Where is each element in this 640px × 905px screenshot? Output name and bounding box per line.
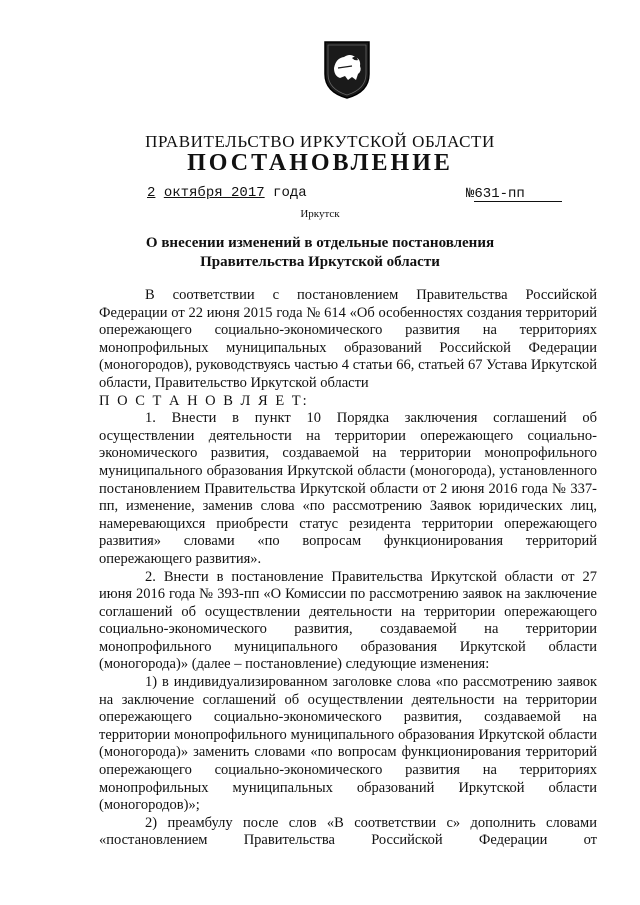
heading-line-2: Правительства Иркутской области <box>200 254 440 270</box>
document-body <box>99 287 597 850</box>
government-name: ПРАВИТЕЛЬСТВО ИРКУТСКОЙ ОБЛАСТИ <box>145 132 495 151</box>
document-number <box>466 186 562 202</box>
date-month-year: октября 2017 <box>163 185 265 201</box>
item-2-paragraph: 2. Внести в постановление Правительства Иркутской области от 27 июня 2016 года № 393-пп «О Комиссии по рассмотрению заявок на заключение соглашений об осуществлении деятельности на территории опережающего социально-экономического развития, создаваемой на территории монопрофильного муниципального образования Иркутской области (моногорода)» (далее – постановление) следующие изменения: <box>99 568 597 673</box>
city: Иркутск <box>300 208 340 220</box>
document-title: ПОСТАНОВЛЕНИЕ <box>187 150 453 176</box>
preamble-paragraph: В соответствии с постановлением Правительства Российской Федерации от 22 июня 2015 года № 614 «Об особенностях создания территорий опережающего социально-экономического развития на территориях монопрофильных муниципальных образований Российской Федерации (моногородов), руководствуясь частью 4 статьи 66, статьей 67 Устава Иркутской области, Правительство Иркутской области <box>99 287 597 391</box>
date-day: 2 <box>147 185 156 201</box>
decree-word: П О С Т А Н О В Л Я Е Т: <box>99 392 309 409</box>
item-2-1-paragraph: 1) в индивидуализированном заголовке слова «по рассмотрению заявок на заключение соглашений об осуществлении деятельности на территории опережающего социально-экономического развития, создаваемой на территории монопрофильного муниципального образования Иркутской области (моногорода)» заменить словами «по вопросам функционирования территорий опережающего социально-экономического развития на территориях монопрофильных муниципальных образований Иркутской области (моногородов)»; <box>99 674 597 814</box>
document-date <box>147 185 307 201</box>
item-1-paragraph: 1. Внести в пункт 10 Порядка заключения соглашений об осуществлении деятельности на территории опережающего социально-экономического развития, создаваемой на территории монопрофильного муниципального образования Иркутской области (моногорода), установленного постановлением Правительства Иркутской области от 2 июня 2016 года № 337-пп, изменение, заменив слова «по рассмотрению Заявок юридических лиц, намеревающихся приобрести статус резидента территории опережающего развития» словами «по вопросам функционирования территорий опережающего развития». <box>99 410 597 567</box>
date-suffix: года <box>273 185 307 201</box>
number-value: 631-пп <box>474 186 525 202</box>
heading-line-1: О внесении изменений в отдельные постановления <box>145 235 495 251</box>
document-heading <box>0 234 640 272</box>
coat-of-arms-icon <box>322 38 372 100</box>
number-prefix: № <box>466 186 475 202</box>
item-2-2-paragraph: 2) преамбулу после слов «В соответствии с» дополнить словами «постановлением Правительства Российской Федерации от <box>99 814 597 849</box>
